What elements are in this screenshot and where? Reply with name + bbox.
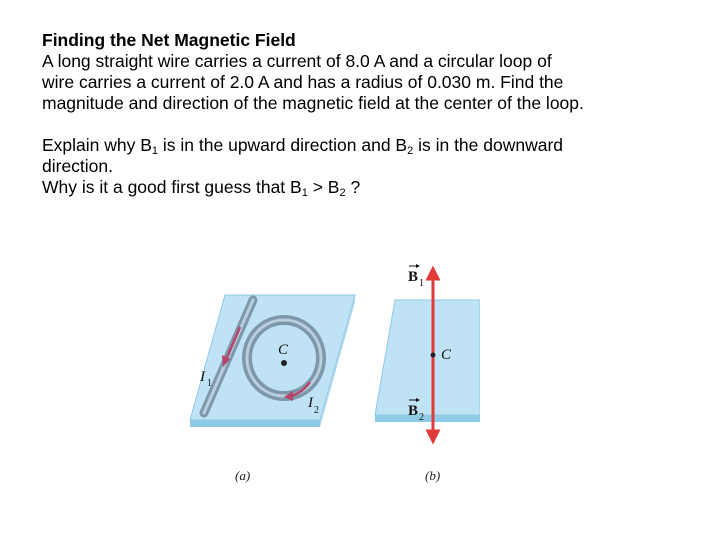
plane-b-front-edge <box>375 415 480 422</box>
question-1-text-c: is in the downward <box>413 135 564 155</box>
label-i2: I <box>308 395 313 411</box>
plane-b-top <box>375 300 480 415</box>
panel-b <box>375 264 480 483</box>
center-point-b <box>431 353 436 358</box>
question-2-text-a: Why is it a good first guess that B <box>42 177 302 197</box>
question-2-sub-b: 2 <box>339 187 346 199</box>
question-2 <box>42 177 682 198</box>
label-b1: B <box>408 269 419 285</box>
question-2-text-c: ? <box>345 177 361 197</box>
label-c-a: C <box>278 342 289 358</box>
panel-a <box>190 295 355 483</box>
question-1-line-2: direction. <box>42 156 114 176</box>
question-1-sub-b: 2 <box>407 145 414 157</box>
label-b2: B <box>408 403 419 419</box>
question-1-text-a: Explain why B <box>42 135 152 155</box>
label-c-b: C <box>441 347 452 363</box>
question-1-sub-a: 1 <box>151 145 159 157</box>
caption-a: (a) <box>235 468 251 483</box>
heading: Finding the Net Magnetic Field <box>42 30 296 50</box>
caption-b: (b) <box>425 468 441 483</box>
magnetic-field-figure <box>180 255 480 495</box>
question-2-text-b: > B <box>307 177 340 197</box>
label-b1-sub: 1 <box>419 278 424 289</box>
plane-a-top <box>190 295 355 420</box>
label-i1-sub: 1 <box>207 378 212 389</box>
label-i1: I <box>200 369 205 385</box>
b1-vector-head <box>416 264 420 268</box>
question-1-line-1 <box>42 135 682 156</box>
problem-text <box>42 30 682 198</box>
problem-line-3: magnitude and direction of the magnetic field at the center of the loop. <box>42 93 584 113</box>
question-1-text-b: is in the upward direction and B <box>158 135 408 155</box>
label-i2-sub: 2 <box>314 405 319 416</box>
question-2-sub-a: 1 <box>301 187 308 199</box>
problem-line-1: A long straight wire carries a current of 8.0 A and a circular loop of <box>42 51 552 71</box>
problem-line-2: wire carries a current of 2.0 A and has a radius of 0.030 m. Find the <box>42 72 564 92</box>
label-b2-sub: 2 <box>419 412 424 423</box>
plane-a-front-edge <box>190 420 320 427</box>
center-point-a <box>281 360 287 366</box>
